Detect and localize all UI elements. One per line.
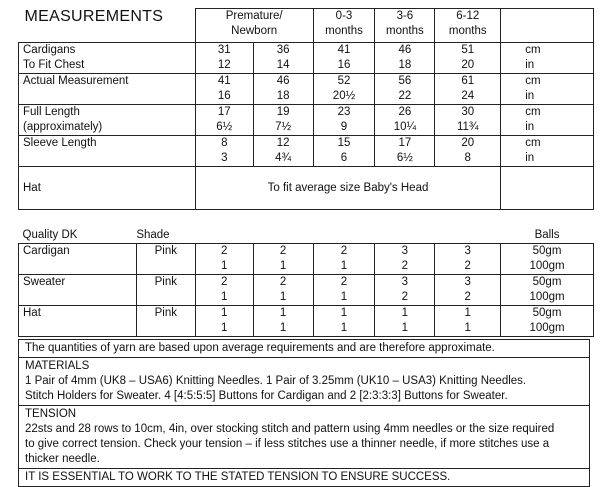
size-header-0-3: 0-3 months: [313, 9, 375, 43]
tension-title: TENSION: [25, 408, 77, 420]
notes-box: [18, 339, 590, 487]
qty-row-cardigan: Cardigan Pink 2 1 2 1 2 1 3 2 3 2 50gm 100gm: [19, 244, 594, 275]
yarn-quantity-table: [18, 228, 594, 337]
unit-header-blank: [501, 9, 594, 43]
materials-title: MATERIALS: [25, 360, 90, 372]
row-sleeve-length: Sleeve Length 8 3 12 4¾ 15 6 17 6½ 20 8 cm in: [19, 136, 594, 167]
row-cardigans: Cardigans To Fit Chest 31 12 36 14 41 16 46 18 51 20 cm in: [19, 43, 594, 74]
size-header-3-6: 3-6 months: [375, 9, 435, 43]
essential-note: IT IS ESSENTIAL TO WORK TO THE STATED TENSION TO ENSURE SUCCESS.: [19, 468, 589, 486]
balls-label: Balls: [534, 229, 560, 241]
row-actual-measurement: Actual Measurement 41 16 46 18 52 20½ 56 22 61 24 cm in: [19, 74, 594, 105]
hat-label: Hat: [19, 167, 196, 210]
qty-row-hat: Hat Pink 1 1 1 1 1 1 1 1 1 1 50gm 100gm: [19, 306, 594, 337]
row-full-length: Full Length (approximately) 17 6½ 19 7½ 23 9 26 10¼ 30 11¾ cm in: [19, 105, 594, 136]
shade-label: Shade: [136, 229, 170, 241]
size-header-6-12: 6-12 months: [435, 9, 501, 43]
hat-note: To fit average size Baby's Head: [195, 167, 500, 210]
size-header-premature: Premature/ Newborn: [195, 9, 313, 43]
measurements-title: MEASUREMENTS: [24, 7, 164, 25]
tension-section: TENSION 22sts and 28 rows to 10cm, 4in, over stocking stitch and pattern using 4mm needles or the size required to give correct tension. Check your tension – if less stitches use a thinner needle, if more stitches use a thicker needle.: [19, 405, 589, 468]
quality-label: Quality DK: [22, 229, 78, 241]
qty-row-sweater: Sweater Pink 2 1 2 1 2 1 3 2 3 2 50gm 100gm: [19, 275, 594, 306]
row-hat: [19, 167, 594, 210]
materials-section: MATERIALS 1 Pair of 4mm (UK8 – USA6) Knitting Needles. 1 Pair of 3.25mm (UK10 – USA3) Knitting Needles. Stitch Holders for Sweater. 4 [4:5:5:5] Buttons for Cardigan and 2 [2:3:3:3] Buttons for Sweater.: [19, 357, 589, 405]
measurements-table: [18, 8, 594, 210]
quantities-note: The quantities of yarn are based upon average requirements and are therefore approximate.: [25, 342, 495, 354]
